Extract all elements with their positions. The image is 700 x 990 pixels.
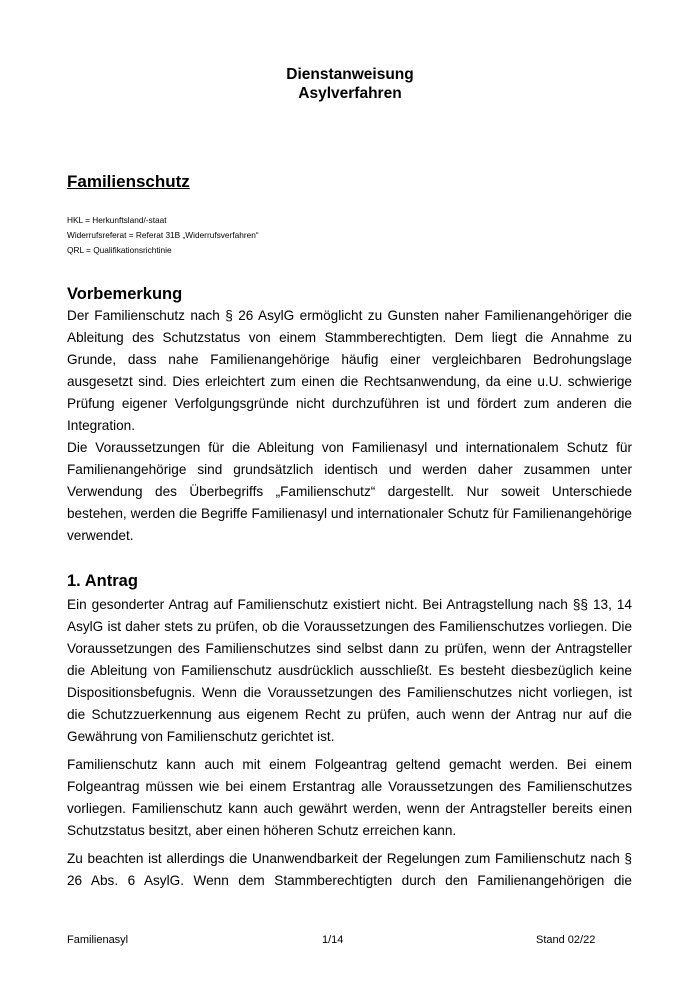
section-title: Familienschutz — [67, 172, 190, 191]
abbreviation-item: QRL = Qualifikationsrichtinie — [67, 245, 172, 255]
document-title — [0, 65, 700, 103]
footer-right: Stand 02/22 — [536, 934, 596, 946]
abbreviation-item: HKL = Herkunftsland/-staat — [67, 215, 167, 225]
footer-page-number: 1/14 — [322, 934, 344, 946]
document-title-line-2: Asylverfahren — [298, 85, 402, 102]
abbreviation-item: Widerrufsreferat = Referat 31B „Widerrufsverfahren“ — [67, 230, 259, 240]
paragraph: Die Voraussetzungen für die Ableitung von Familienasyl und internationalem Schutz für Familienangehörige sind grundsätzlich identisch und werden daher zusammen unter Verwendung des Überbegriffs „Familienschutz“ dargestellt. Nur soweit Unterschiede bestehen, werden die Begriffe Familienasyl und internationaler Schutz für Familienangehörige verwendet. — [67, 440, 632, 543]
document-title-line-1: Dienstanweisung — [286, 66, 414, 83]
antrag-heading: 1. Antrag — [67, 572, 138, 590]
paragraph: Zu beachten ist allerdings die Unanwendbarkeit der Regelungen zum Familienschutz nach § 26 Abs. 6 AsylG. Wenn dem Stammberechtigten durch den Familienangehörigen die — [67, 851, 632, 888]
vorbemerkung-heading: Vorbemerkung — [67, 285, 183, 303]
paragraph: Ein gesonderter Antrag auf Familienschutz existiert nicht. Bei Antragstellung nach §§ 13, 14 AsylG ist daher stets zu prüfen, ob die Voraussetzungen des Familienschutzes vorliegen. Die Voraussetzungen des Familienschutzes sind selbst dann zu prüfen, wenn der Antragsteller die Ableitung von Familienschutz ausdrücklich ausschließt. Es besteht diesbezüglich keine Dispositionsbefugnis. Wenn die Voraussetzungen des Familienschutzes nicht vorliegen, ist die Schutzzuerkennung aus eigenem Recht zu prüfen, auch wenn der Antrag nur auf die Gewährung von Familienschutz gerichtet ist. — [67, 597, 632, 744]
vorbemerkung-body — [67, 305, 632, 547]
footer-left: Familienasyl — [67, 934, 129, 946]
abbreviation-list — [67, 213, 259, 258]
antrag-body — [67, 594, 632, 892]
paragraph: Der Familienschutz nach § 26 AsylG ermöglicht zu Gunsten naher Familienangehöriger die Ableitung des Schutzstatus von einem Stammberechtigten. Dem liegt die Annahme zu Grunde, dass nahe Familienangehörige häufig einer vergleichbaren Bedrohungslage ausgesetzt sind. Dies erleichtert zum einen die Rechtsanwendung, da eine u.U. schwierige Prüfung eigener Verfolgungsgründe nicht durchzuführen ist und fördert zum anderen die Integration. — [67, 308, 632, 433]
paragraph: Familienschutz kann auch mit einem Folgeantrag geltend gemacht werden. Bei einem Folgeantrag müssen wie bei einem Erstantrag alle Voraussetzungen des Familienschutzes vorliegen. Familienschutz kann auch gewährt werden, wenn der Antragsteller bereits einen Schutzstatus besitzt, aber einen höheren Schutz erreichen kann. — [67, 757, 632, 838]
